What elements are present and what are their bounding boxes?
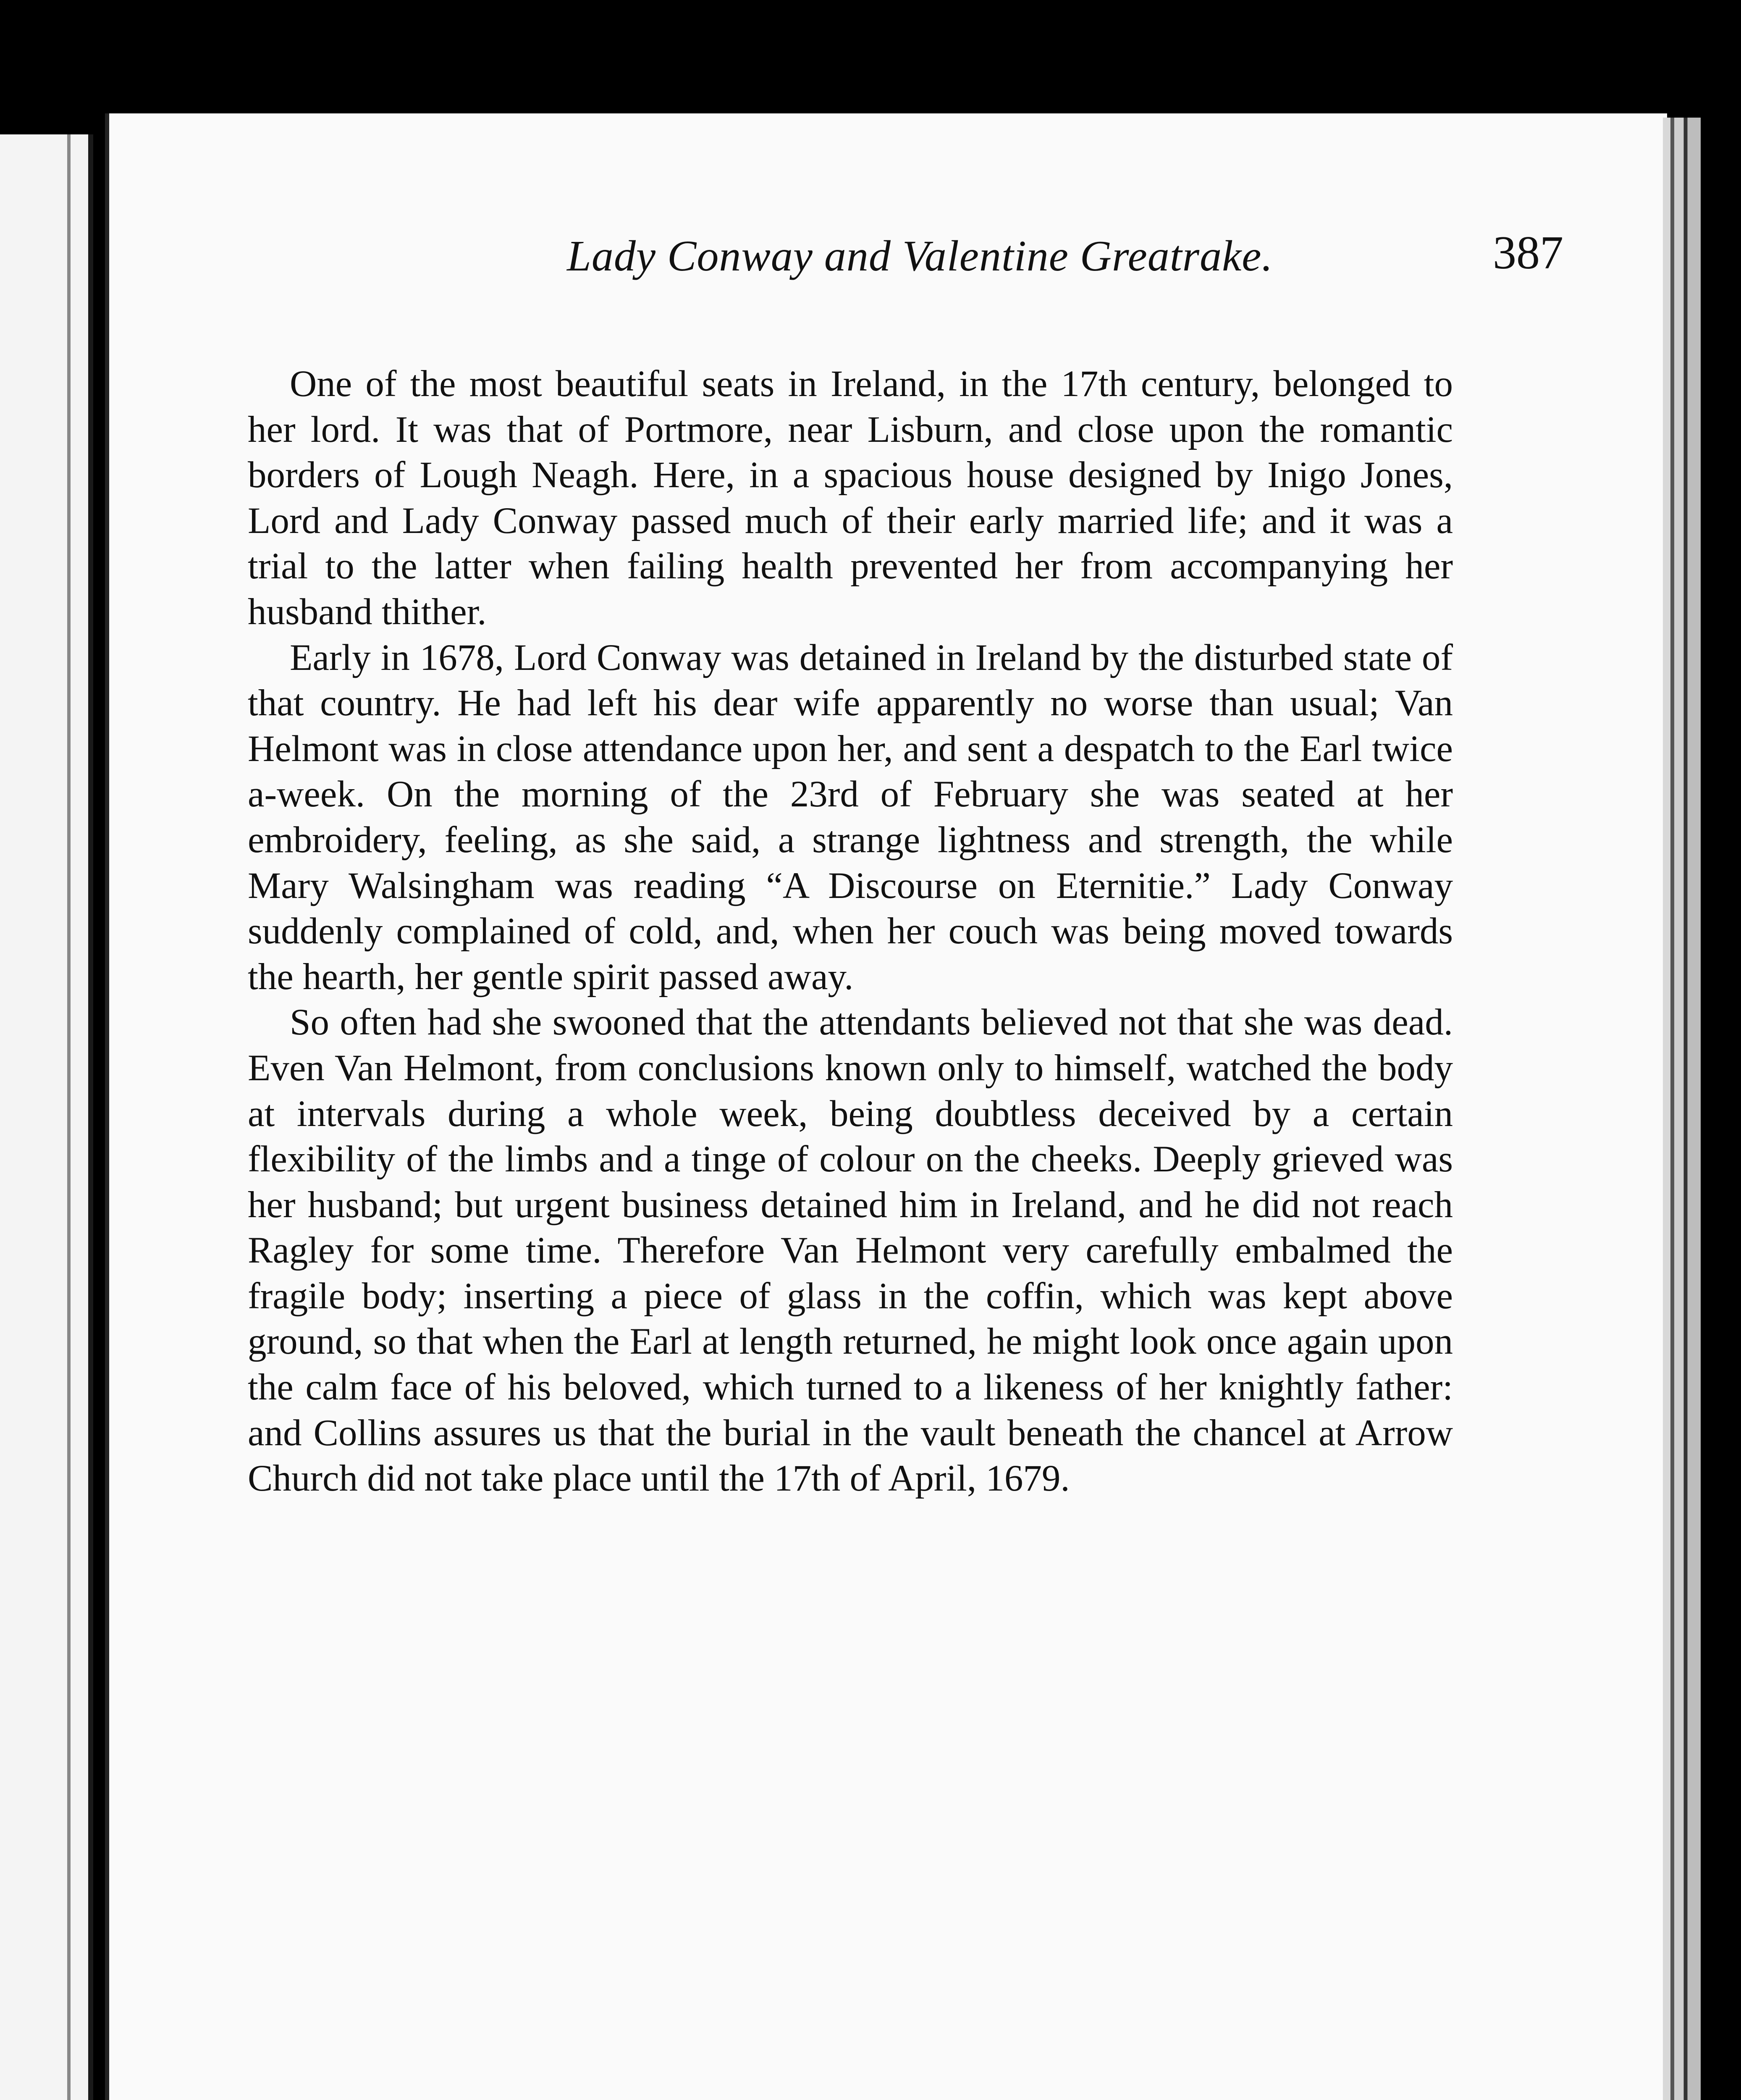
paragraph-2: Early in 1678, Lord Conway was detained in Ireland by the disturbed state of that country. He had left his dear wife apparently no worse than usual; Van Helmont was in close attendance upon her, and sent a despatch to the Earl twice a-week. On the morning of the 23rd of February she was seated at her embroidery, feeling, as she said, a strange lightness and strength, the while Mary Walsingham was reading “A Discourse on Eternitie.” Lady Conway suddenly complained of cold, and, when her couch was being moved towards the hearth, her gentle spirit passed away. [248, 637, 1453, 998]
running-title: Lady Conway and Valentine Greatrake. [567, 232, 1273, 280]
body-text [248, 361, 1453, 1502]
paragraph-1: One of the most beautiful seats in Ireland, in the 17th century, belonged to her lord. It was that of Portmore, near Lisburn, and close upon the romantic borders of Lough Neagh. Here, in a spacious house designed by Inigo Jones, Lord and Lady Conway passed much of their early married life; and it was a trial to the latter when failing health prevented her from accompanying her husband thither. [248, 363, 1453, 633]
page-number: 387 [1493, 227, 1563, 279]
page-stack-edge [1663, 118, 1701, 2100]
facing-page-edge [0, 134, 93, 2100]
paragraph-3: So often had she swooned that the attendants believed not that she was dead. Even Van Helmont, from conclusions known only to himself, watched the body at intervals during a whole week, being doubtless deceived by a certain flexibility of the limbs and a tinge of colour on the cheeks. Deeply grieved was her husband; but urgent business detained him in Ireland, and he did not reach Ragley for some time. Therefore Van Helmont very carefully embalmed the fragile body; inserting a piece of glass in the coffin, which was kept above ground, so that when the Earl at length returned, he might look once again upon the calm face of his beloved, which turned to a likeness of her knightly father: and Collins assures us that the burial in the vault beneath the chancel at Arrow Church did not take place until the 17th of April, 1679. [248, 1002, 1453, 1499]
book-page [105, 113, 1667, 2100]
